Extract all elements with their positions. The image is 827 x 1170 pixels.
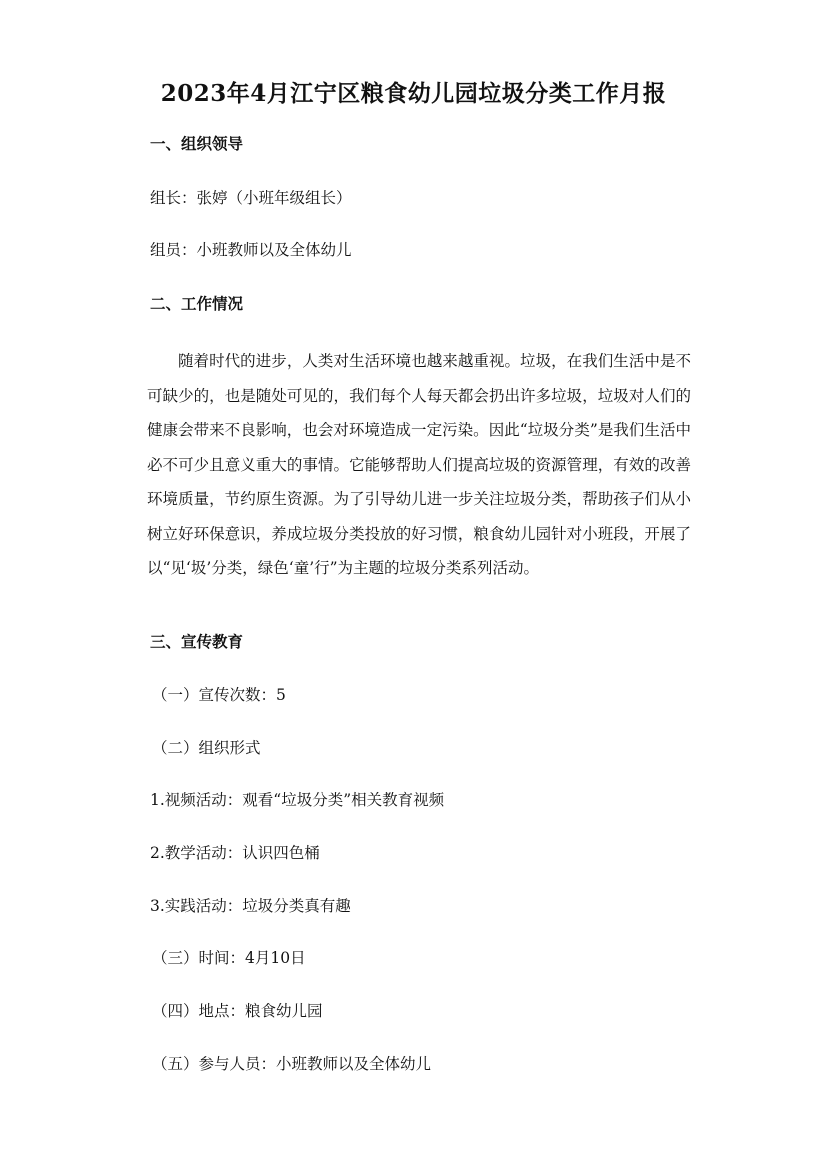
participants-line: （五）参与人员：小班教师以及全体幼儿 xyxy=(152,1055,432,1073)
place-line: （四）地点：粮食幼儿园 xyxy=(152,1002,323,1020)
group-members-line: 组员：小班教师以及全体幼儿 xyxy=(150,241,352,259)
group-leader-line: 组长：张婷（小班年级组长） xyxy=(150,189,352,207)
activity-item: 2.教学活动：认识四色桶 xyxy=(150,844,320,862)
activity-item: 1.视频活动：观看“垃圾分类”相关教育视频 xyxy=(150,791,445,809)
activity-item: 3.实践活动：垃圾分类真有趣 xyxy=(150,897,351,915)
document-title: 2023年4月江宁区粮食幼儿园垃圾分类工作月报 xyxy=(160,80,667,107)
organization-form-heading: （二）组织形式 xyxy=(152,739,261,757)
work-status-paragraph: 随着时代的进步，人类对生活环境也越来越重视。垃圾，在我们生活中是不可缺少的，也是随处可见的，我们每个人每天都会扔出许多垃圾，垃圾对人们的健康会带来不良影响，也会对环境造成一定污染。因此“垃圾分类”是我们生活中必不可少且意义重大的事情。它能够帮助人们提高垃圾的资源管理，有效的改善环境质量，节约原生资源。为了引导幼儿进一步关注垃圾分类，帮助孩子们从小树立好环保意识，养成垃圾分类投放的好习惯，粮食幼儿园针对小班段，开展了以“见‘圾’分类，绿色‘童’行”为主题的垃圾分类系列活动。 xyxy=(147,352,691,577)
time-line: （三）时间：4月10日 xyxy=(152,949,306,967)
section-heading-organization: 一、组织领导 xyxy=(150,134,244,153)
publicity-count-line: （一）宣传次数：5 xyxy=(152,686,286,704)
section-heading-publicity: 三、宣传教育 xyxy=(150,632,244,651)
section-heading-work-status: 二、工作情况 xyxy=(150,294,244,313)
